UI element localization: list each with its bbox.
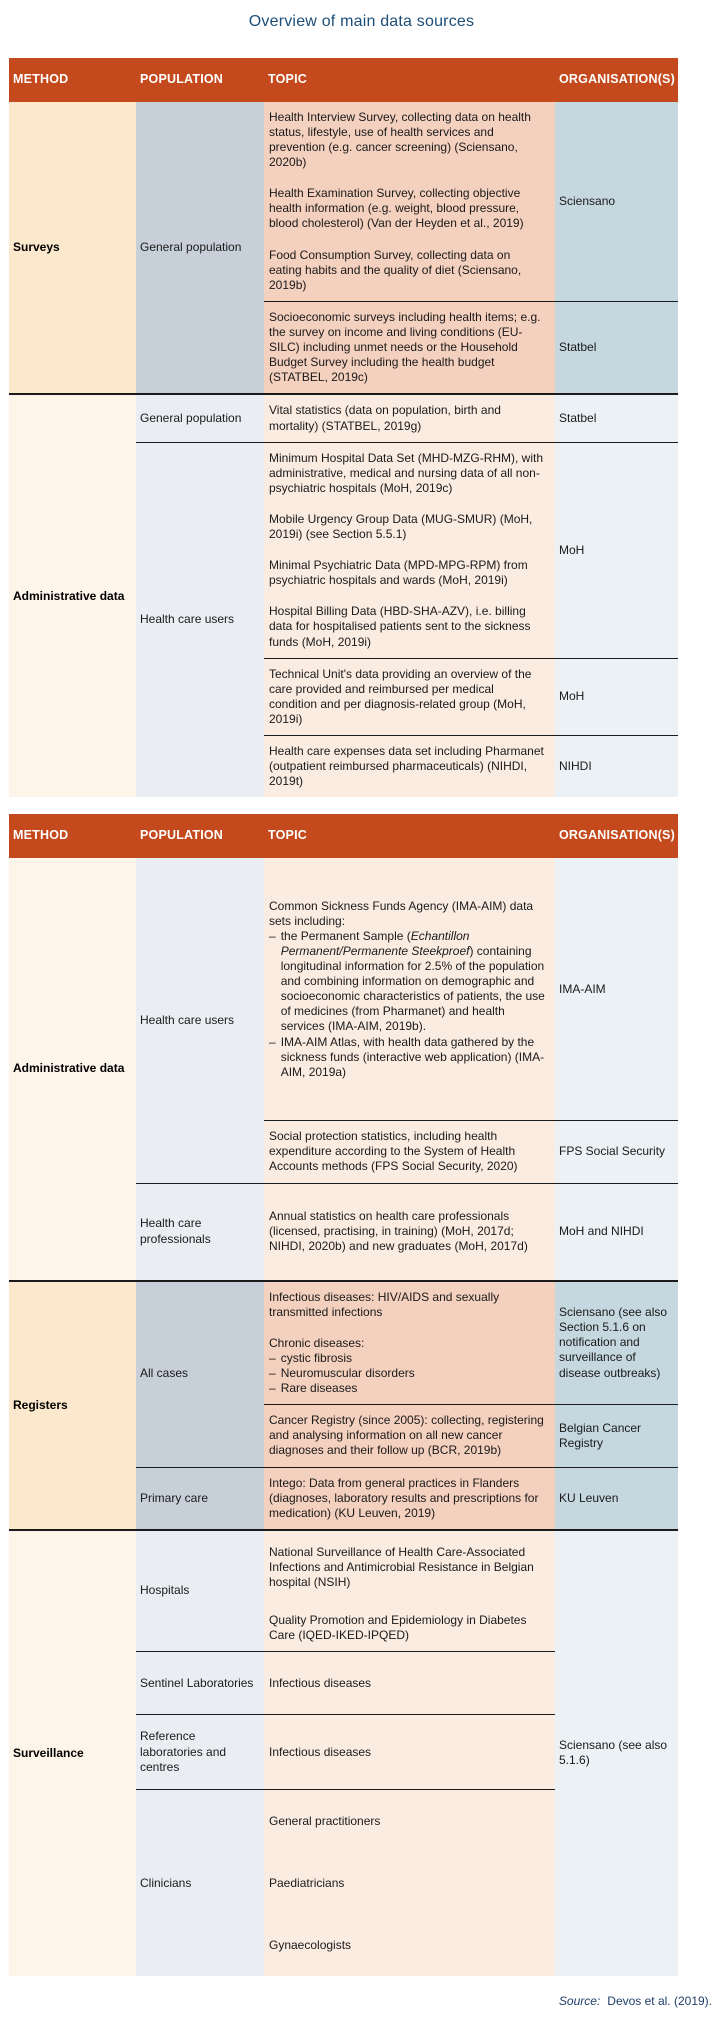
organisation-cell: Sciensano (see also 5.1.6) bbox=[555, 1530, 678, 1976]
topic-cell: Vital statistics (data on population, birth and mortality) (STATBEL, 2019g) bbox=[264, 394, 555, 442]
topic-cell: Intego: Data from general practices in Flanders (diagnoses, laboratory results and prescriptions for medication) (KU Leuven, 2019) bbox=[264, 1467, 555, 1530]
topic-cell bbox=[264, 858, 555, 1121]
method-cell-administrative-data: Administrative data bbox=[9, 394, 136, 797]
organisation-cell: Statbel bbox=[555, 394, 678, 442]
column-header-topic: TOPIC bbox=[264, 814, 555, 858]
population-cell: Health care professionals bbox=[136, 1183, 264, 1281]
population-cell: General population bbox=[136, 102, 264, 395]
table-row bbox=[9, 1281, 678, 1328]
method-cell-surveillance: Surveillance bbox=[9, 1530, 136, 1976]
italic-text: Echantillon Permanent/Permanente Steekproef bbox=[280, 928, 470, 958]
population-cell: Clinicians bbox=[136, 1790, 264, 1977]
topic-intro: Chronic diseases: bbox=[269, 1335, 365, 1350]
list-item bbox=[269, 1351, 545, 1366]
topic-cell: Gynaecologists bbox=[264, 1914, 555, 1976]
dash-marker: – bbox=[269, 1381, 276, 1396]
population-cell: All cases bbox=[136, 1281, 264, 1467]
column-header-method: METHOD bbox=[9, 58, 136, 102]
method-cell-surveys: Surveys bbox=[9, 102, 136, 395]
data-sources-table-1 bbox=[9, 58, 678, 797]
source-note bbox=[0, 1994, 712, 2008]
topic-cell: Hospital Billing Data (HBD-SHA-AZV), i.e. billing data for hospitalised patients sent to the sickness funds (MoH, 2019i) bbox=[264, 596, 555, 658]
dash-marker: – bbox=[269, 928, 276, 943]
list-item-text: Neuromuscular disorders bbox=[280, 1365, 415, 1380]
topic-cell: Infectious diseases bbox=[264, 1715, 555, 1790]
column-header-population: POPULATION bbox=[136, 58, 264, 102]
topic-cell: Quality Promotion and Epidemiology in Diabetes Care (IQED-IKED-IPQED) bbox=[264, 1605, 555, 1652]
table-row bbox=[9, 102, 678, 178]
method-cell-administrative-data: Administrative data bbox=[9, 858, 136, 1280]
population-cell: Hospitals bbox=[136, 1530, 264, 1652]
topic-cell: Social protection statistics, including health expenditure according to the System of Health Accounts methods (FPS Social Security, 2020) bbox=[264, 1121, 555, 1183]
dash-marker: – bbox=[269, 1365, 276, 1380]
column-header-organisation: ORGANISATION(S) bbox=[555, 58, 678, 102]
topic-cell: Health Interview Survey, collecting data on health status, lifestyle, use of health services and prevention (e.g. cancer screening) (Sciensano, 2020b) bbox=[264, 102, 555, 178]
topic-cell bbox=[264, 1328, 555, 1405]
topic-cell: Infectious diseases: HIV/AIDS and sexually transmitted infections bbox=[264, 1281, 555, 1328]
topic-cell: Mobile Urgency Group Data (MUG-SMUR) (MoH, 2019i) (see Section 5.5.1) bbox=[264, 504, 555, 550]
organisation-cell: MoH bbox=[555, 658, 678, 735]
dash-marker: – bbox=[269, 1350, 276, 1365]
population-cell: General population bbox=[136, 394, 264, 442]
list-item-text: Rare diseases bbox=[280, 1381, 358, 1396]
text-segment: ) containing longitudinal information for 2.5% of the population and combining information on demographic and socioeconomic characteristics of patients, the use of medicines (from Pharmanet) and health services (IMA-AIM, 2019b). bbox=[280, 943, 545, 1034]
topic-intro: Common Sickness Funds Agency (IMA-AIM) data sets including: bbox=[269, 898, 534, 928]
data-sources-table-2 bbox=[9, 814, 678, 1976]
topic-cell: General practitioners bbox=[264, 1790, 555, 1853]
figure-title: Overview of main data sources bbox=[248, 13, 475, 30]
organisation-cell: Sciensano (see also Section 5.1.6 on notification and surveillance of disease outbreaks) bbox=[555, 1281, 678, 1405]
list-item bbox=[269, 929, 545, 1035]
topic-cell: Food Consumption Survey, collecting data on eating habits and the quality of diet (Sciensano, 2019b) bbox=[264, 240, 555, 302]
table-row bbox=[9, 858, 678, 1121]
list-item-text: IMA-AIM Atlas, with health data gathered by the sickness funds (interactive web application) (IMA-AIM, 2019a) bbox=[280, 1034, 545, 1079]
organisation-cell: MoH bbox=[555, 442, 678, 658]
list-item bbox=[269, 1366, 545, 1381]
population-cell: Primary care bbox=[136, 1467, 264, 1530]
text-segment: the Permanent Sample ( bbox=[280, 928, 411, 943]
source-label: Source: bbox=[558, 1994, 601, 2009]
topic-cell: Infectious diseases bbox=[264, 1652, 555, 1715]
organisation-cell: KU Leuven bbox=[555, 1467, 678, 1530]
topic-cell: Technical Unit's data providing an overview of the care provided and reimbursed per medical condition and per diagnosis-related group (MoH, 2019i) bbox=[264, 658, 555, 735]
list-item bbox=[269, 1035, 545, 1080]
source-text: Devos et al. (2019). bbox=[607, 1994, 712, 2009]
population-cell: Reference laboratories and centres bbox=[136, 1715, 264, 1790]
topic-cell: Health care expenses data set including Pharmanet (outpatient reimbursed pharmaceuticals) (NIHDI, 2019t) bbox=[264, 736, 555, 798]
column-header-method: METHOD bbox=[9, 814, 136, 858]
list-item-text: cystic fibrosis bbox=[280, 1350, 353, 1365]
population-cell: Sentinel Laboratories bbox=[136, 1652, 264, 1715]
organisation-cell: FPS Social Security bbox=[555, 1121, 678, 1183]
topic-cell: National Surveillance of Health Care-Associated Infections and Antimicrobial Resistance in Belgian hospital (NSIH) bbox=[264, 1530, 555, 1605]
topic-cell: Annual statistics on health care professionals (licensed, practising, in training) (MoH, 2017d; NIHDI, 2020b) and new graduates (MoH, 2017d) bbox=[264, 1183, 555, 1281]
header-row bbox=[9, 58, 678, 102]
organisation-cell: IMA-AIM bbox=[555, 858, 678, 1121]
organisation-cell: Statbel bbox=[555, 301, 678, 394]
population-cell: Health care users bbox=[136, 858, 264, 1183]
organisation-cell: MoH and NIHDI bbox=[555, 1183, 678, 1281]
list-item-text bbox=[281, 929, 545, 1035]
topic-cell: Cancer Registry (since 2005): collecting, registering and analysing information on all new cancer diagnoses and their follow up (BCR, 2019b) bbox=[264, 1405, 555, 1467]
list-item bbox=[269, 1381, 545, 1396]
population-cell: Health care users bbox=[136, 442, 264, 797]
column-header-organisation: ORGANISATION(S) bbox=[555, 814, 678, 858]
topic-cell: Socioeconomic surveys including health items; e.g. the survey on income and living conditions (EU-SILC) including unmet needs or the Household Budget Survey including the health budget (STATBEL, 2019c) bbox=[264, 301, 555, 394]
column-header-population: POPULATION bbox=[136, 814, 264, 858]
table-row bbox=[9, 394, 678, 442]
topic-cell: Minimal Psychiatric Data (MPD-MPG-RPM) from psychiatric hospitals and wards (MoH, 2019i) bbox=[264, 550, 555, 596]
dash-marker: – bbox=[269, 1034, 276, 1049]
organisation-cell: Belgian Cancer Registry bbox=[555, 1405, 678, 1467]
column-header-topic: TOPIC bbox=[264, 58, 555, 102]
topic-cell: Health Examination Survey, collecting objective health information (e.g. weight, blood pressure, blood cholesterol) (Van der Heyden et al., 2019) bbox=[264, 178, 555, 239]
header-row bbox=[9, 814, 678, 858]
organisation-cell: Sciensano bbox=[555, 102, 678, 302]
topic-cell: Paediatricians bbox=[264, 1852, 555, 1914]
topic-cell: Minimum Hospital Data Set (MHD-MZG-RHM), with administrative, medical and nursing data of all non-psychiatric hospitals (MoH, 2019c) bbox=[264, 442, 555, 504]
organisation-cell: NIHDI bbox=[555, 736, 678, 798]
table-row bbox=[9, 1530, 678, 1605]
method-cell-registers: Registers bbox=[9, 1281, 136, 1530]
